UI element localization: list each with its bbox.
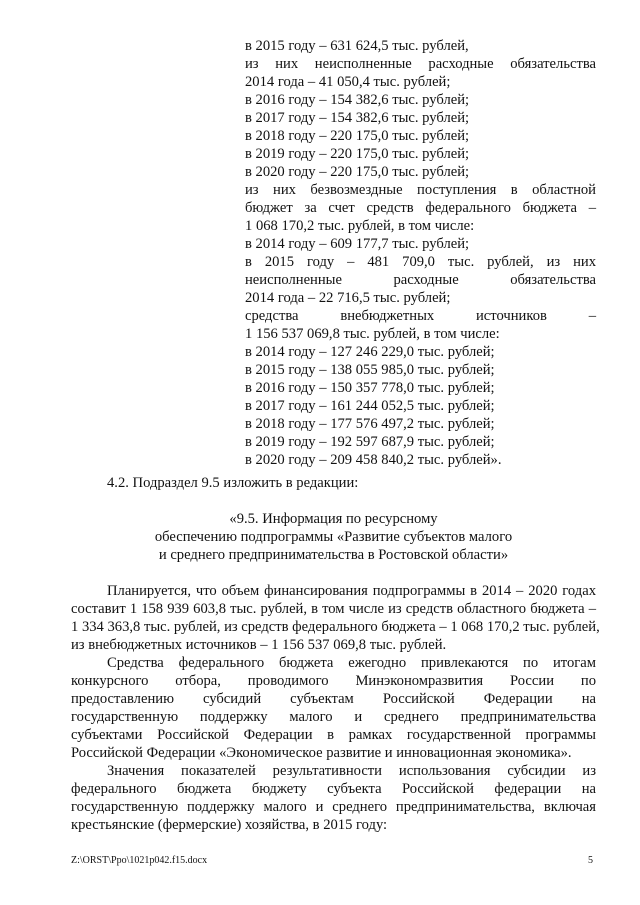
upper-list-line: в 2019 году – 220 175,0 тыс. рублей; <box>245 146 470 162</box>
upper-list-line: в 2018 году – 177 576 497,2 тыс. рублей; <box>245 416 495 432</box>
section-title-line-3: и среднего предпринимательства в Ростовской области» <box>158 547 509 563</box>
upper-list-line: из них неисполненные расходные обязательства <box>245 56 596 72</box>
paragraph-line: государственную поддержку малого и среднего предпринимательства, включая <box>71 799 596 815</box>
upper-list-line: в 2015 году – 631 624,5 тыс. рублей, <box>245 38 469 54</box>
upper-list-line: неисполненные расходные обязательства <box>245 272 596 288</box>
upper-list-line: в 2020 году – 220 175,0 тыс. рублей; <box>245 164 470 180</box>
upper-list-line: в 2017 году – 161 244 052,5 тыс. рублей; <box>245 398 495 414</box>
page-number: 5 <box>588 855 593 866</box>
upper-list-line: в 2018 году – 220 175,0 тыс. рублей; <box>245 128 470 144</box>
paragraph-line: субъектами Российской Федерации в рамках государственной программы <box>71 727 596 743</box>
upper-list-line: в 2016 году – 154 382,6 тыс. рублей; <box>245 92 470 108</box>
upper-list-line: в 2015 году – 481 709,0 тыс. рублей, из них <box>245 254 596 270</box>
upper-list-line: средства внебюджетных источников – <box>245 308 596 324</box>
paragraph-line: Планируется, что объем финансирования подпрограммы в 2014 – 2020 годах <box>107 583 596 599</box>
upper-list-line: из них безвозмездные поступления в областной <box>245 182 596 198</box>
paragraph-line: Значения показателей результативности использования субсидии из <box>107 763 596 779</box>
upper-list-line: бюджет за счет средств федерального бюджета – <box>245 200 596 216</box>
upper-list-line: 1 068 170,2 тыс. рублей, в том числе: <box>245 218 475 234</box>
paragraph-line: конкурсного отбора, проводимого Минэкономразвития России по <box>71 673 596 689</box>
item-heading: 4.2. Подраздел 9.5 изложить в редакции: <box>107 475 359 491</box>
paragraph-line: федерального бюджета бюджету субъекта Российской федерации на <box>71 781 596 797</box>
paragraph-line: крестьянские (фермерские) хозяйства, в 2015 году: <box>71 817 388 833</box>
paragraph-line: Средства федерального бюджета ежегодно привлекаются по итогам <box>107 655 596 671</box>
upper-list-line: в 2019 году – 192 597 687,9 тыс. рублей; <box>245 434 495 450</box>
upper-list-line: в 2017 году – 154 382,6 тыс. рублей; <box>245 110 470 126</box>
paragraph-line: из внебюджетных источников – 1 156 537 069,8 тыс. рублей. <box>71 637 447 653</box>
upper-list-line: в 2014 году – 127 246 229,0 тыс. рублей; <box>245 344 495 360</box>
paragraph-line: предоставлению субсидий субъектам Российской Федерации на <box>71 691 596 707</box>
section-title-line-2: обеспечению подпрограммы «Развитие субъектов малого <box>154 529 513 545</box>
section-title-line-1: «9.5. Информация по ресурсному <box>229 511 438 527</box>
paragraph-line: 1 334 363,8 тыс. рублей, из средств федерального бюджета – 1 068 170,2 тыс. рублей, <box>71 619 600 635</box>
footer-file-path: Z:\ORST\Ppo\1021p042.f15.docx <box>71 855 208 866</box>
upper-list-line: в 2020 году – 209 458 840,2 тыс. рублей». <box>245 452 502 468</box>
upper-list-line: в 2015 году – 138 055 985,0 тыс. рублей; <box>245 362 495 378</box>
paragraph-line: государственную поддержку малого и среднего предпринимательства <box>71 709 596 725</box>
paragraph-line: Российской Федерации «Экономическое развитие и инновационная экономика». <box>71 745 572 761</box>
upper-list-line: в 2016 году – 150 357 778,0 тыс. рублей; <box>245 380 495 396</box>
paragraph-line: составит 1 158 939 603,8 тыс. рублей, в том числе из средств областного бюджета – <box>71 601 596 617</box>
upper-list-line: 1 156 537 069,8 тыс. рублей, в том числе: <box>245 326 500 342</box>
upper-list-line: в 2014 году – 609 177,7 тыс. рублей; <box>245 236 470 252</box>
upper-list-line: 2014 года – 41 050,4 тыс. рублей; <box>245 74 451 90</box>
upper-list-line: 2014 года – 22 716,5 тыс. рублей; <box>245 290 451 306</box>
